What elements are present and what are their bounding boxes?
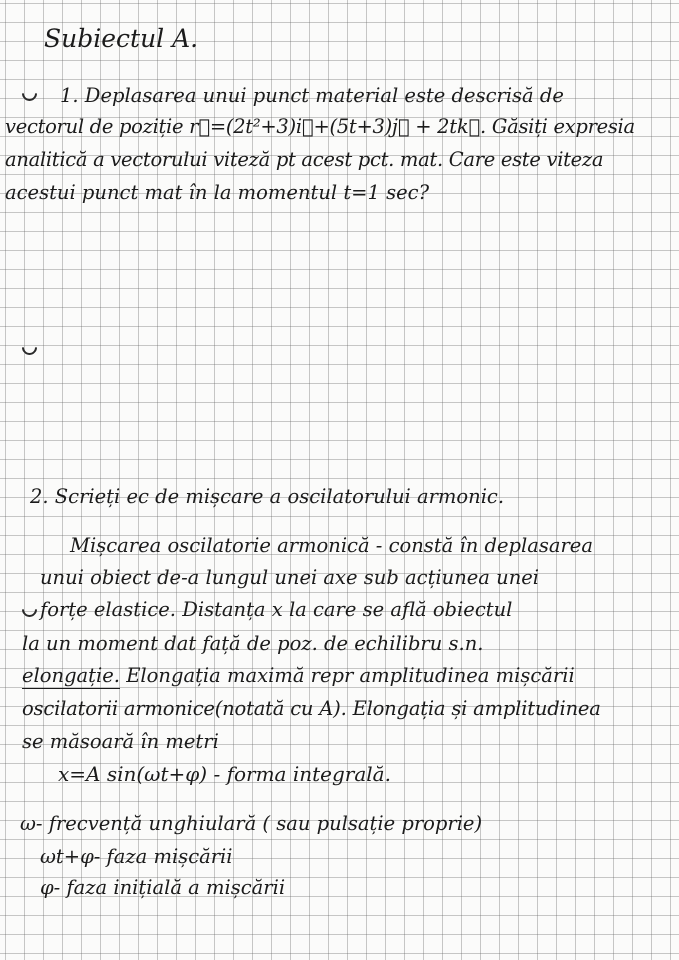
problem1-line: 1. Deplasarea unui punct material este descrisă de [60,84,564,107]
problem2-line [22,664,575,687]
problem2-line: forțe elastice. Distanța x la care se află obiectul [40,598,513,621]
page-title: Subiectul A. [44,24,199,53]
margin-hole-lower [19,599,40,620]
problem2-line: oscilatorii armonice(notată cu A). Elongația și amplitudinea [22,697,601,720]
definition-line: ωt+φ- faza mișcării [40,845,233,868]
definition-line: φ- faza inițială a mișcării [40,876,286,899]
elongation-term: elongație. [22,664,120,687]
elongation-definition: Elongația maximă repr amplitudinea mișcării [120,664,575,687]
problem2-heading: 2. Scrieți ec de mișcare a oscilatorului armonic. [30,485,505,508]
problem1-line: vectorul de poziție r⃗=(2t²+3)i⃗+(5t+3)j⃗ + 2tk⃗. Găsiți expresia [5,115,635,138]
problem1-line: analitică a vectorului viteză pt acest pct. mat. Care este viteza [5,148,604,171]
problem2-line: Mișcarea oscilatorie armonică - constă în deplasarea [70,534,593,557]
definition-line: ω- frecvență unghiulară ( sau pulsație proprie) [20,812,483,835]
problem2-line: la un moment dat față de poz. de echilibru s.n. [22,632,484,655]
problem2-line: unui obiect de-a lungul unei axe sub acțiunea unei [40,566,540,589]
margin-hole-middle [19,337,40,358]
problem2-line: se măsoară în metri [22,730,219,753]
formula: x=A sin(ωt+φ) - forma integrală. [58,762,391,786]
margin-hole-top [19,83,40,104]
problem1-line: acestui punct mat în la momentul t=1 sec? [5,181,430,204]
